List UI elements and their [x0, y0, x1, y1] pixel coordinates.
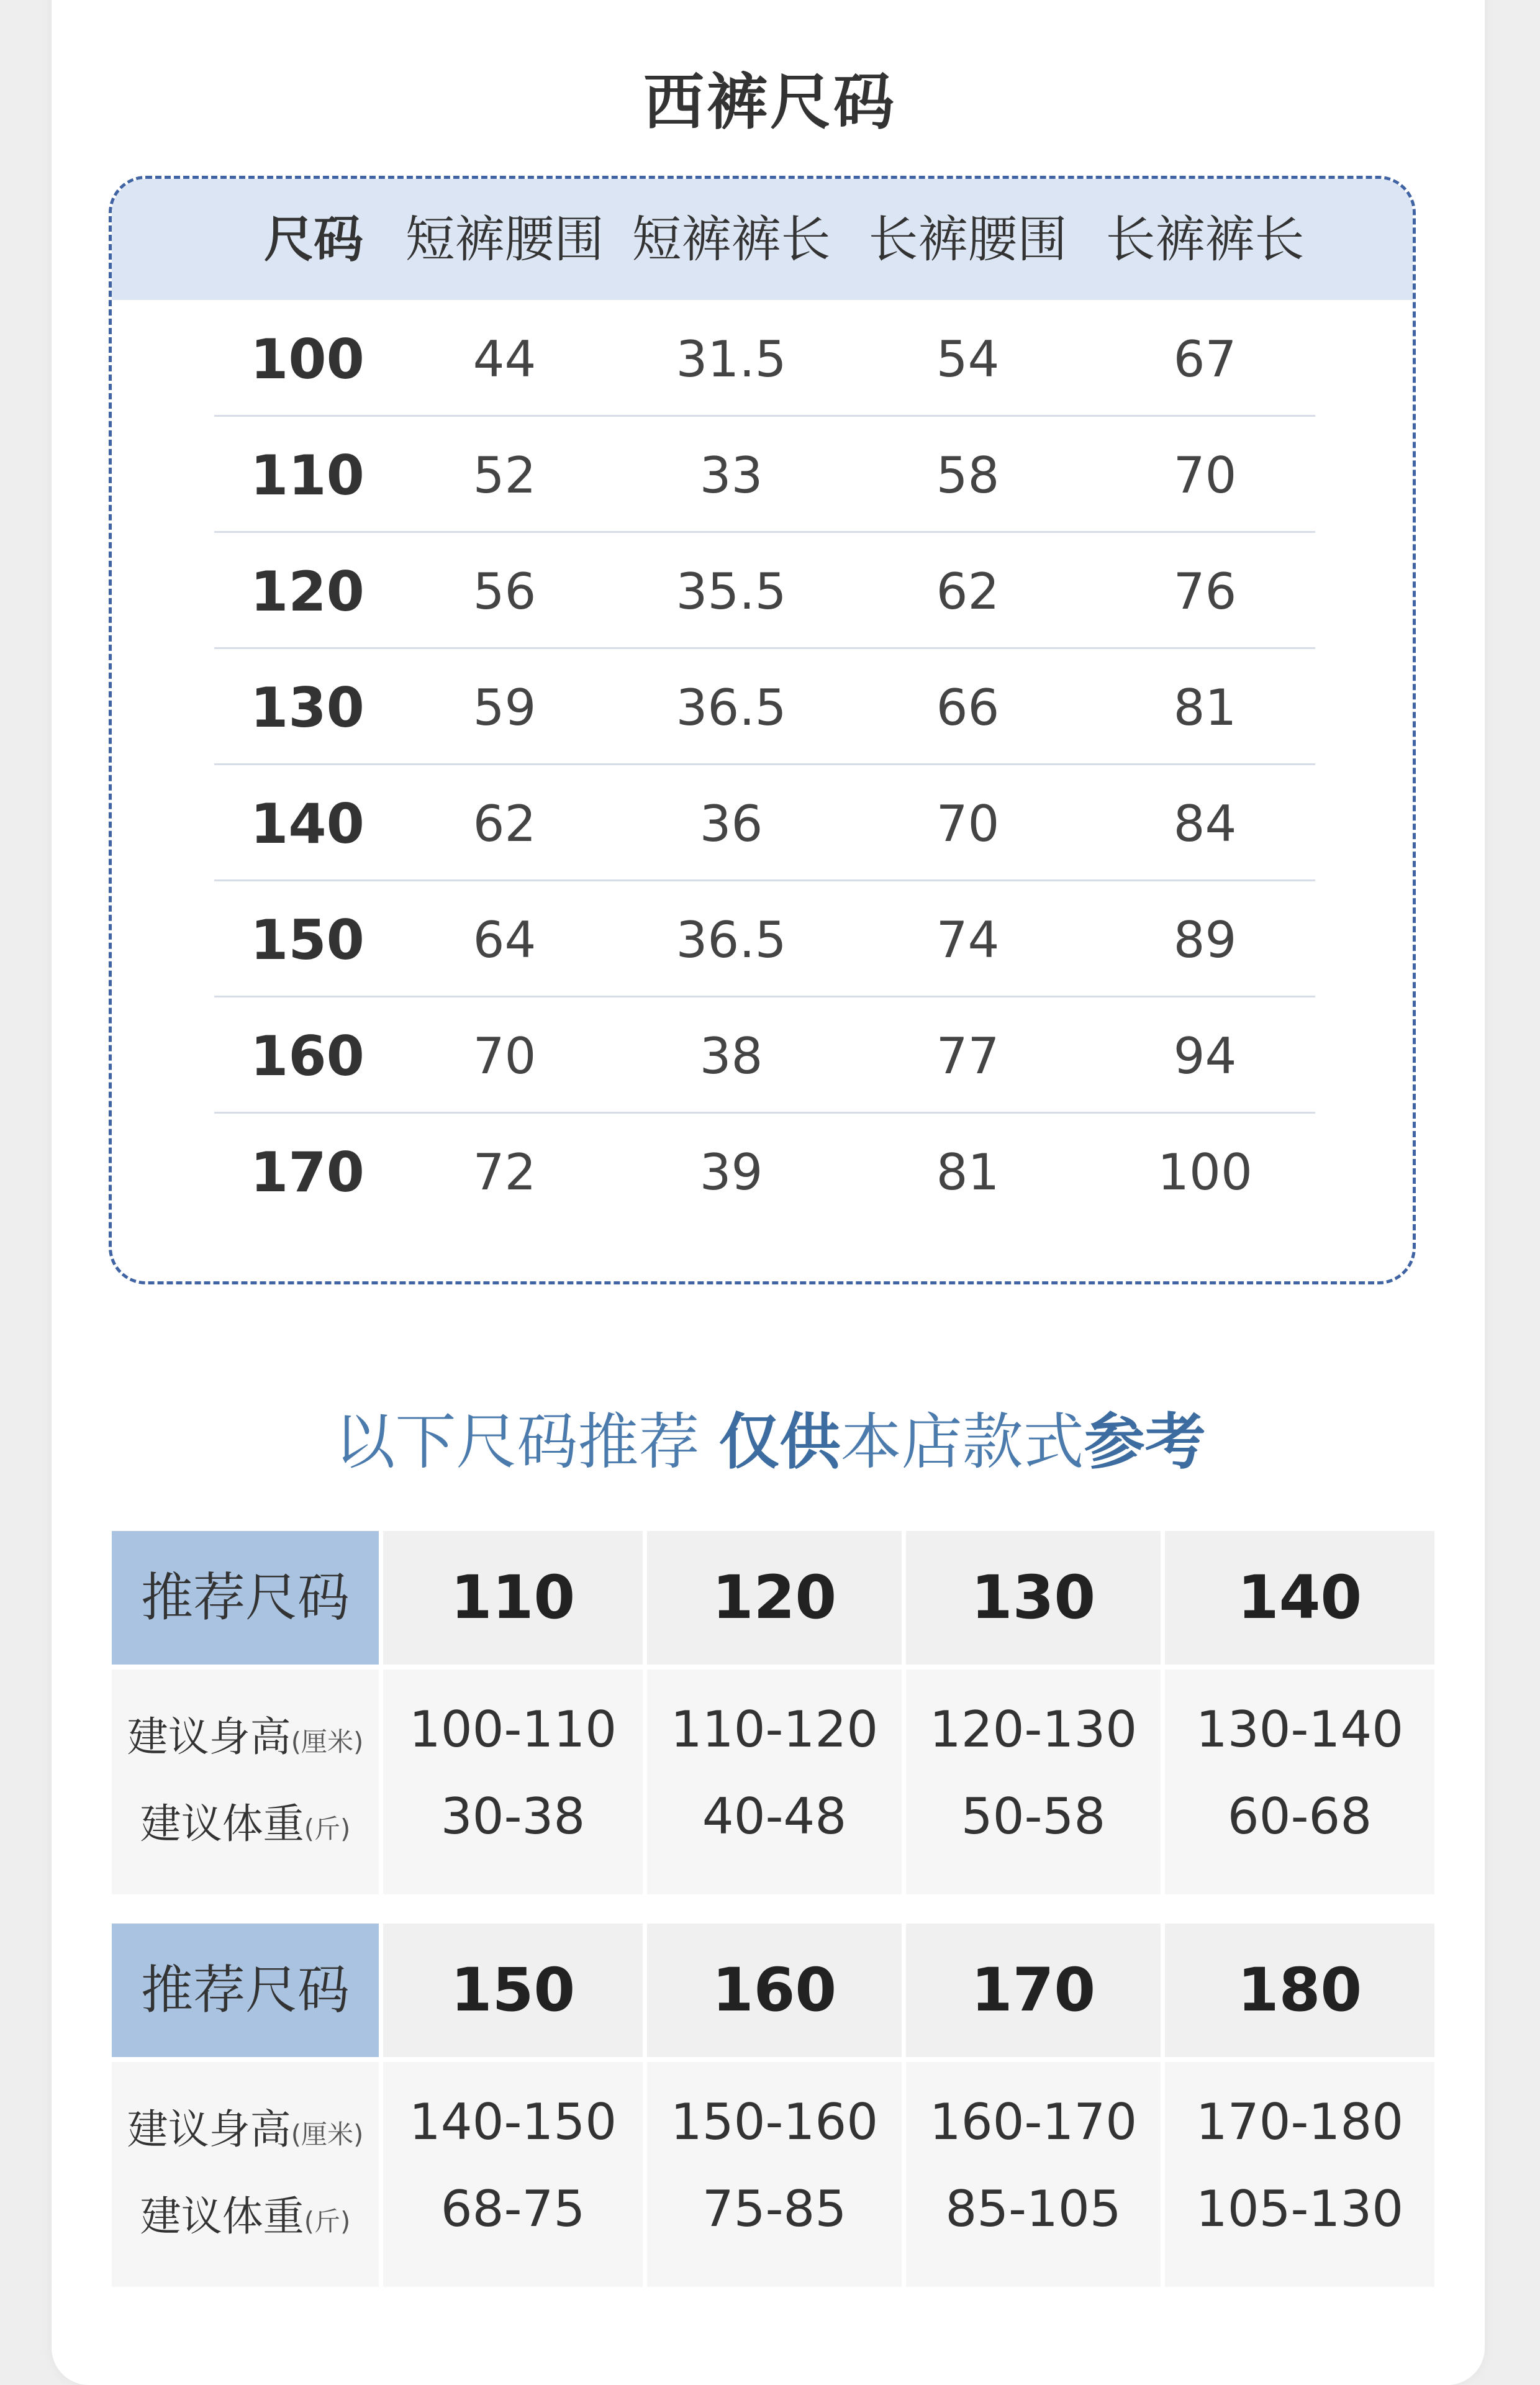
weight-label — [112, 2183, 379, 2242]
recommend-size: 110 — [383, 1531, 643, 1665]
weight-range: 50-58 — [961, 1788, 1106, 1845]
shorts-length-cell: 36.5 — [676, 679, 787, 737]
trousers-length-cell: 89 — [1173, 911, 1237, 969]
height-range: 130-140 — [1195, 1701, 1404, 1758]
row-divider — [214, 415, 1315, 417]
trousers-length-cell: 70 — [1173, 447, 1237, 504]
shorts-waist-cell: 52 — [473, 447, 537, 504]
table-row — [214, 650, 1315, 765]
recommend-size-label: 推荐尺码 — [112, 1924, 379, 2057]
weight-range: 75-85 — [702, 2180, 847, 2238]
recommend-column — [647, 2062, 902, 2287]
trousers-waist-cell: 66 — [936, 679, 1000, 737]
trousers-length-cell: 94 — [1173, 1027, 1237, 1085]
shorts-waist-cell: 44 — [473, 330, 537, 388]
row-divider — [214, 1112, 1315, 1114]
table-row — [214, 302, 1315, 417]
recommend-table — [112, 1924, 1434, 2287]
shorts-length-cell: 33 — [699, 447, 763, 504]
table-row — [214, 883, 1315, 997]
trousers-waist-cell: 70 — [936, 795, 1000, 853]
weight-label — [112, 1791, 379, 1850]
trousers-waist-cell: 81 — [936, 1143, 1000, 1201]
height-label — [112, 2096, 379, 2155]
row-divider — [214, 531, 1315, 533]
height-label — [112, 1704, 379, 1763]
table-row — [214, 1115, 1315, 1230]
trousers-length-cell: 84 — [1173, 795, 1237, 853]
shorts-length-cell: 38 — [699, 1027, 763, 1085]
row-divider — [214, 996, 1315, 997]
table-row — [214, 418, 1315, 533]
recommend-size: 130 — [906, 1531, 1161, 1665]
shorts-waist-cell: 64 — [473, 911, 537, 969]
row-size: 140 — [250, 792, 365, 856]
row-size: 150 — [250, 908, 365, 972]
weight-label-text: 建议体重 — [140, 2192, 304, 2240]
recommend-table — [112, 1531, 1434, 1894]
trousers-length-cell: 100 — [1157, 1143, 1252, 1201]
height-range: 150-160 — [670, 2093, 879, 2151]
trousers-waist-cell: 62 — [936, 563, 1000, 620]
weight-range: 60-68 — [1227, 1788, 1372, 1845]
weight-range: 40-48 — [702, 1788, 847, 1845]
table-row — [214, 534, 1315, 649]
page-title: 西裤尺码 — [643, 67, 897, 138]
recommend-labels — [112, 2062, 379, 2287]
recommend-column — [647, 1670, 902, 1894]
row-size: 100 — [250, 327, 365, 391]
shorts-length-cell: 31.5 — [676, 330, 787, 388]
weight-label-text: 建议体重 — [140, 1800, 304, 1848]
recommend-size: 120 — [647, 1531, 902, 1665]
row-divider — [214, 647, 1315, 649]
note-part-1: 以下尺码推荐 — [334, 1407, 719, 1478]
shorts-length-cell: 35.5 — [676, 563, 787, 620]
recommend-column — [383, 2062, 643, 2287]
row-size: 170 — [250, 1140, 365, 1204]
note-part-2: 仅供 — [718, 1407, 841, 1478]
height-range: 100-110 — [409, 1701, 617, 1758]
header-shorts-length: 短裤裤长 — [632, 211, 831, 268]
trousers-length-cell: 81 — [1173, 679, 1237, 737]
recommend-size: 140 — [1165, 1531, 1434, 1665]
row-divider — [214, 879, 1315, 881]
weight-range: 105-130 — [1195, 2180, 1404, 2238]
table-row — [214, 999, 1315, 1114]
recommend-column — [906, 2062, 1161, 2287]
weight-unit: (斤) — [304, 2206, 351, 2237]
trousers-waist-cell: 74 — [936, 911, 1000, 969]
row-size: 110 — [250, 443, 365, 507]
recommend-size: 150 — [383, 1924, 643, 2057]
row-size: 160 — [250, 1024, 365, 1088]
height-label-text: 建议身高 — [127, 2106, 291, 2153]
shorts-length-cell: 36.5 — [676, 911, 787, 969]
recommend-size-label: 推荐尺码 — [112, 1531, 379, 1665]
shorts-waist-cell: 59 — [473, 679, 537, 737]
height-label-text: 建议身高 — [127, 1713, 291, 1761]
recommend-column — [383, 1670, 643, 1894]
row-divider — [214, 763, 1315, 765]
recommend-size: 170 — [906, 1924, 1161, 2057]
recommend-labels — [112, 1670, 379, 1894]
note-part-3: 本店款式 — [840, 1407, 1084, 1478]
shorts-waist-cell: 72 — [473, 1143, 537, 1201]
table-row — [214, 766, 1315, 881]
note-part-4: 参考 — [1084, 1407, 1206, 1478]
weight-range: 30-38 — [440, 1788, 586, 1845]
trousers-length-cell: 76 — [1173, 563, 1237, 620]
height-range: 160-170 — [929, 2093, 1138, 2151]
recommend-column — [1165, 1670, 1434, 1894]
row-size: 120 — [250, 560, 365, 624]
height-range: 120-130 — [929, 1701, 1138, 1758]
height-range: 110-120 — [670, 1701, 879, 1758]
weight-unit: (斤) — [304, 1814, 351, 1844]
size-chart — [109, 176, 1416, 1284]
recommend-column — [906, 1670, 1161, 1894]
recommend-size: 160 — [647, 1924, 902, 2057]
header-size: 尺码 — [264, 211, 363, 268]
header-trousers-length: 长裤裤长 — [1105, 211, 1305, 268]
height-unit: (厘米) — [291, 2119, 364, 2150]
shorts-waist-cell: 70 — [473, 1027, 537, 1085]
height-range: 140-150 — [409, 2093, 617, 2151]
weight-range: 85-105 — [945, 2180, 1121, 2238]
recommend-size: 180 — [1165, 1924, 1434, 2057]
shorts-length-cell: 36 — [699, 795, 763, 853]
trousers-waist-cell: 58 — [936, 447, 1000, 504]
size-chart-header — [112, 179, 1413, 300]
shorts-waist-cell: 62 — [473, 795, 537, 853]
weight-range: 68-75 — [440, 2180, 586, 2238]
height-range: 170-180 — [1195, 2093, 1404, 2151]
size-reference-note — [0, 1399, 1540, 1486]
shorts-waist-cell: 56 — [473, 563, 537, 620]
trousers-waist-cell: 77 — [936, 1027, 1000, 1085]
height-unit: (厘米) — [291, 1727, 364, 1757]
trousers-waist-cell: 54 — [936, 330, 1000, 388]
recommend-column — [1165, 2062, 1434, 2287]
trousers-length-cell: 67 — [1173, 330, 1237, 388]
shorts-length-cell: 39 — [699, 1143, 763, 1201]
header-shorts-waist: 短裤腰围 — [405, 211, 604, 268]
header-trousers-waist: 长裤腰围 — [868, 211, 1067, 268]
row-size: 130 — [250, 676, 365, 740]
